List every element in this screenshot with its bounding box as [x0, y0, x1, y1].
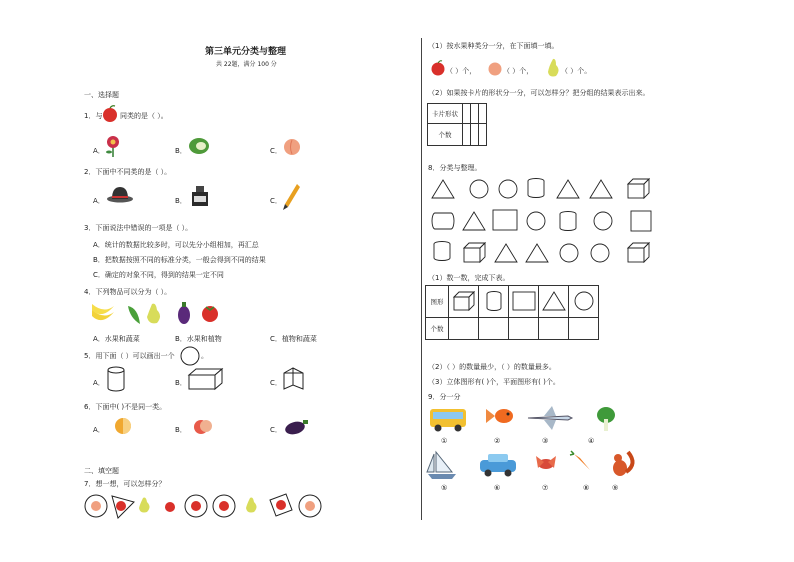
r2-text: （2）如果按卡片的形状分一分，可以怎样分？把分组的结果表示出来。 [428, 89, 650, 97]
pear-icon [545, 57, 561, 79]
card-square-apple [270, 494, 292, 516]
q2-option-c[interactable]: C． [270, 197, 282, 205]
r1-blank-apple[interactable]: （ ）个， [446, 67, 477, 75]
page-subtitle: 共 22题，满分 100 分 [216, 61, 277, 68]
eggplant-icon [178, 302, 190, 324]
tomato-icon [202, 306, 218, 322]
bus-icon [430, 409, 466, 432]
triangle-shape [526, 244, 548, 262]
label-1: ① [441, 437, 448, 445]
r5-text[interactable]: （3）立体图形有( )个，平面图形有( )个。 [428, 378, 560, 386]
q5-option-c[interactable]: C． [270, 379, 282, 387]
eggplant-icon [284, 418, 310, 436]
q7-text: 7．想一想，可以怎样分？ [84, 480, 166, 488]
q8-text: 8．分类与整理。 [428, 164, 482, 172]
r1-blank-peach[interactable]: （ ）个， [503, 67, 534, 75]
triangle-header-cell [539, 286, 569, 318]
apple-icon [430, 60, 446, 76]
r1-blank-pear[interactable]: （ ）个。 [561, 67, 592, 75]
q4-items-icon [90, 300, 230, 326]
table-header: 个数 [426, 318, 449, 340]
q1-option-c[interactable]: C． [270, 147, 282, 155]
table-cell[interactable] [463, 124, 471, 146]
card-triangle-apple [112, 496, 134, 518]
q3-option-b[interactable]: B．把数据按照不同的标准分类，一般会得到不同的结果 [93, 256, 266, 264]
sailboat-icon [427, 452, 456, 479]
banana-icon [92, 304, 114, 320]
card-apple [165, 502, 175, 512]
q3-text: 3．下面说法中错误的一项是（ ）。 [84, 224, 193, 232]
peach-icon [282, 137, 302, 155]
label-5: ⑤ [441, 484, 448, 492]
carrot-icon [570, 451, 590, 470]
table-header: 个数 [428, 124, 463, 146]
card-pear [246, 498, 257, 513]
cube-shape [464, 243, 485, 262]
cylinder-shape [434, 242, 450, 261]
circle-shape [560, 244, 578, 262]
triangle-shape [557, 180, 579, 198]
label-7: ⑦ [542, 484, 549, 492]
orange-icon [113, 416, 135, 436]
flower-icon [103, 135, 123, 157]
q5-suffix: 。 [201, 352, 208, 360]
q6-text: 6．下面中( )不是同一类。 [84, 403, 167, 411]
shapes-grid [430, 178, 660, 268]
section-heading: 二、填空题 [84, 467, 119, 475]
table-cell[interactable] [509, 318, 539, 340]
cylinder-shape [528, 179, 544, 198]
lying-cylinder-shape [432, 213, 454, 229]
table-cell[interactable] [479, 124, 487, 146]
triangle-shape [463, 212, 485, 230]
q5-option-a[interactable]: A． [93, 379, 105, 387]
q1-prefix: 1．与 [84, 112, 103, 120]
q3-option-a[interactable]: A．统计的数据比较多时，可以先分小组相加，再汇总 [93, 241, 259, 249]
square-shape [631, 211, 651, 231]
q6-option-b[interactable]: B． [175, 426, 187, 434]
label-9: ⑨ [612, 484, 619, 492]
card-circle-apple [185, 495, 207, 517]
goldfish-icon [486, 409, 513, 423]
circle-icon [180, 346, 200, 366]
pear-icon [147, 304, 160, 324]
label-3: ③ [542, 437, 549, 445]
circle-shape [591, 244, 609, 262]
card-circle-peach [299, 495, 321, 517]
peach-apple-icon [192, 416, 214, 436]
apple-icon [101, 105, 119, 123]
table-cell[interactable] [479, 318, 509, 340]
q9-text: 9．分一分 [428, 393, 461, 401]
airplane-icon [528, 406, 572, 430]
column-divider [421, 38, 422, 520]
page-title: 第三单元分类与整理 [205, 47, 287, 57]
squirrel-icon [613, 452, 633, 476]
circle-shape [499, 180, 517, 198]
cube-shape [628, 179, 649, 198]
circle-header-cell [569, 286, 599, 318]
cylinder-shape [560, 212, 576, 231]
r3-text: （1）数一数，完成下表。 [428, 274, 510, 282]
circle-shape [470, 180, 488, 198]
q2-text: 2．下面中不同类的是（ ）。 [84, 168, 172, 176]
car-icon [480, 454, 516, 477]
hat-icon [106, 186, 134, 204]
card-pear [139, 498, 150, 513]
q6-option-a[interactable]: A． [93, 426, 105, 434]
vegetable-icon [597, 407, 615, 431]
q1-text: 同类的是（ ）。 [120, 112, 168, 120]
q1-option-a[interactable]: A． [93, 147, 105, 155]
table-cell[interactable] [463, 104, 471, 124]
square-shape [493, 210, 517, 230]
q5-option-b[interactable]: B． [175, 379, 187, 387]
card-circle-peach [85, 495, 107, 517]
cube-shape [628, 243, 649, 262]
q7-cards [84, 492, 324, 522]
label-4: ④ [588, 437, 595, 445]
table-cell[interactable] [569, 318, 599, 340]
q6-option-c[interactable]: C． [270, 426, 282, 434]
cylinder-icon [106, 366, 126, 392]
circle-shape [527, 212, 545, 230]
q4-option-c[interactable]: C．植物和蔬菜 [270, 335, 317, 343]
table-cell[interactable] [539, 318, 569, 340]
label-2: ② [494, 437, 501, 445]
card-circle-apple [213, 495, 235, 517]
q9-row2 [428, 450, 643, 482]
q5-text: 5．用下面（ ）可以画出一个 [84, 352, 175, 360]
section-heading: 一、选择题 [84, 91, 119, 99]
q2-option-a[interactable]: A． [93, 197, 105, 205]
triangle-shape [432, 180, 454, 198]
cube-header-cell [449, 286, 479, 318]
circle-shape [594, 212, 612, 230]
q4-option-b[interactable]: B．水果和植物 [175, 335, 222, 343]
table-header: 卡片形状 [428, 104, 463, 124]
q9-row1 [428, 403, 648, 443]
table-cell[interactable] [449, 318, 479, 340]
label-8: ⑧ [583, 484, 590, 492]
triangle-shape [590, 180, 612, 198]
ink-bottle-icon [190, 185, 210, 207]
q4-option-a[interactable]: A．水果和蔬菜 [93, 335, 140, 343]
shape-count-table [425, 285, 599, 340]
table-header: 图形 [426, 286, 449, 318]
square-header-cell [509, 286, 539, 318]
peach-icon [487, 60, 503, 76]
pencil-icon [283, 183, 301, 211]
q2-option-b[interactable]: B． [175, 197, 187, 205]
bird-icon [536, 456, 556, 469]
q3-option-c[interactable]: C．确定的对象不同，得到的结果一定不同 [93, 271, 224, 279]
q4-text: 4．下列物品可以分为（ ）。 [84, 288, 172, 296]
prism-icon [283, 367, 305, 391]
r4-text[interactable]: （2）（ ）的数量最少，（ ）的数量最多。 [428, 363, 556, 371]
q1-option-b[interactable]: B． [175, 147, 187, 155]
card-shape-table [427, 103, 487, 146]
table-cell[interactable] [471, 104, 479, 124]
table-cell[interactable] [479, 104, 487, 124]
cylinder-header-cell [479, 286, 509, 318]
green-pepper-icon [128, 306, 140, 324]
triangle-shape [495, 244, 517, 262]
cuboid-icon [188, 368, 224, 390]
r1-text: （1）按水果种类分一分，在下面填一填。 [428, 42, 559, 50]
label-6: ⑥ [494, 484, 501, 492]
vegetable-icon [188, 137, 210, 155]
table-cell[interactable] [471, 124, 479, 146]
